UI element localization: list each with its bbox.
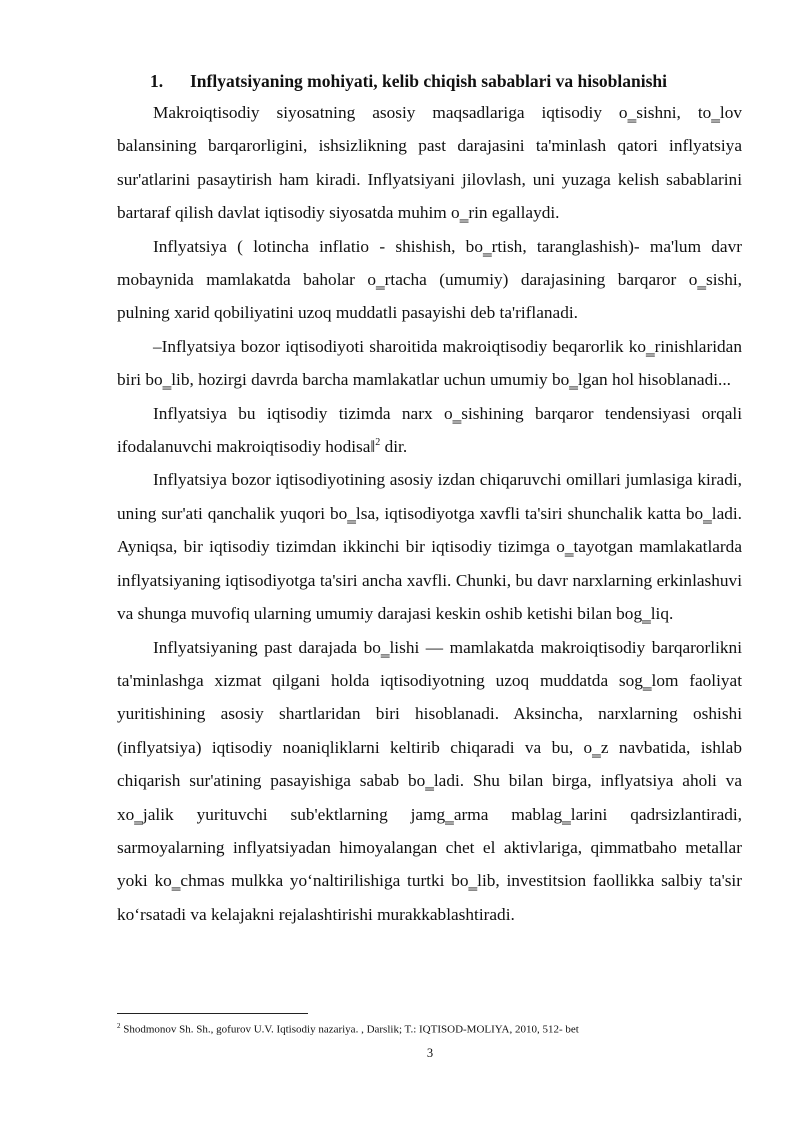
footnote-reference[interactable]: 2 bbox=[375, 437, 381, 449]
section-number: 1. bbox=[150, 71, 164, 91]
paragraph-macro-policy: Makroiqtisodiy siyosatning asosiy maqsadlariga iqtisodiy o‗sishni, to‗lov balansining barqarorligini, ishsizlikning past darajasini ta'minlash qatori inflyatsiya sur'atlarini pasaytirish ham kiradi. Inflyatsiyani jilovlash, uni yuzaga kelish sabablarini bartaraf qilish davlat iqtisodiy siyosatda muhim o‗rin egallaydi. bbox=[117, 103, 742, 223]
paragraph-definition-latin: Inflyatsiya ( lotincha inflatio - shishish, bo‗rtish, taranglashish)- ma'lum davr mobaynida mamlakatda baholar o‗rtacha (umumiy) darajasining barqaror o‗sishi, pulning xarid qobiliyatini uzoq muddatli pasayishi deb ta'riflanadi. bbox=[117, 236, 742, 323]
footnote-divider bbox=[117, 1013, 308, 1014]
body-text bbox=[117, 96, 742, 931]
paragraph-low-inflation: Inflyatsiyaning past darajada bo‗lishi — mamlakatda makroiqtisodiy barqarorlikni ta'minlashga xizmat qilgani holda iqtisodiyotning uzoq muddatda sog‗lom faoliyat yuritishining asosiy shartlaridan biri hisoblanadi. Aksincha, narxlarning oshishi (inflyatsiya) iqtisodiy noaniqliklarni keltirib chiqaradi va bu, o‗z navbatida, ishlab chiqarish sur'atining pasayishiga sabab bo‗ladi. Shu bilan birga, inflyatsiya aholi va xo‗jalik yurituvchi sub'ektlarning jamg‗arma mablag‗larini qadrsizlantiradi, sarmoyalarning inflyatsiyadan himoyalangan chet el aktivlariga, qimmatbaho metallar yoki ko‗chmas mulkka yo‘naltirilishiga turtki bo‗lib, investitsion faollikka salbiy ta'sir ko‘rsatadi va kelajakni rejalashtirishi murakkablashtiradi. bbox=[117, 637, 742, 924]
paragraph-destabilizing-factor: Inflyatsiya bozor iqtisodiyotining asosiy izdan chiqaruvchi omillari jumlasiga kiradi, uning sur'ati qanchalik yuqori bo‗lsa, iqtisodiyotga xavfli ta'siri shunchalik katta bo‗ladi. Ayniqsa, bir iqtisodiy tizimdan ikkinchi bir iqtisodiy tizimga o‗tayotgan mamlakatlarda inflyatsiyaning iqtisodiyotga ta'siri ancha xavfli. Chunki, bu davr narxlarning erkinlashuvi va shunga muvofiq ularning umumiy darajasi keskin oshib ketishi bilan bog‗liq. bbox=[117, 470, 742, 624]
footnote-text: Shodmonov Sh. Sh., gofurov U.V. Iqtisodiy nazariya. , Darslik; T.: IQTISOD-MOLIYA, 2010, 512- bet bbox=[120, 1023, 579, 1036]
section-heading bbox=[150, 68, 750, 94]
page-number: 3 bbox=[426, 1046, 434, 1060]
paragraph-market-instability: –Inflyatsiya bozor iqtisodiyoti sharoitida makroiqtisodiy beqarorlik ko‗rinishlaridan biri bo‗lib, hozirgi davrda barcha mamlakatlar uchun umumiy bo‗lgan hol hisoblanadi... bbox=[117, 336, 742, 390]
footnote bbox=[117, 1019, 757, 1037]
section-title: Inflyatsiyaning mohiyati, kelib chiqish sabablari va hisoblanishi bbox=[190, 71, 668, 91]
definition-text: Inflyatsiya bu iqtisodiy tizimda narx o‗sishining barqaror tendensiyasi orqali ifodalanuvchi makroiqtisodiy hodisa‖ bbox=[117, 403, 742, 457]
definition-tail: dir. bbox=[380, 437, 408, 457]
paragraph-definition-phenomenon bbox=[117, 397, 742, 464]
footnote-marker: 2 bbox=[117, 1022, 121, 1030]
